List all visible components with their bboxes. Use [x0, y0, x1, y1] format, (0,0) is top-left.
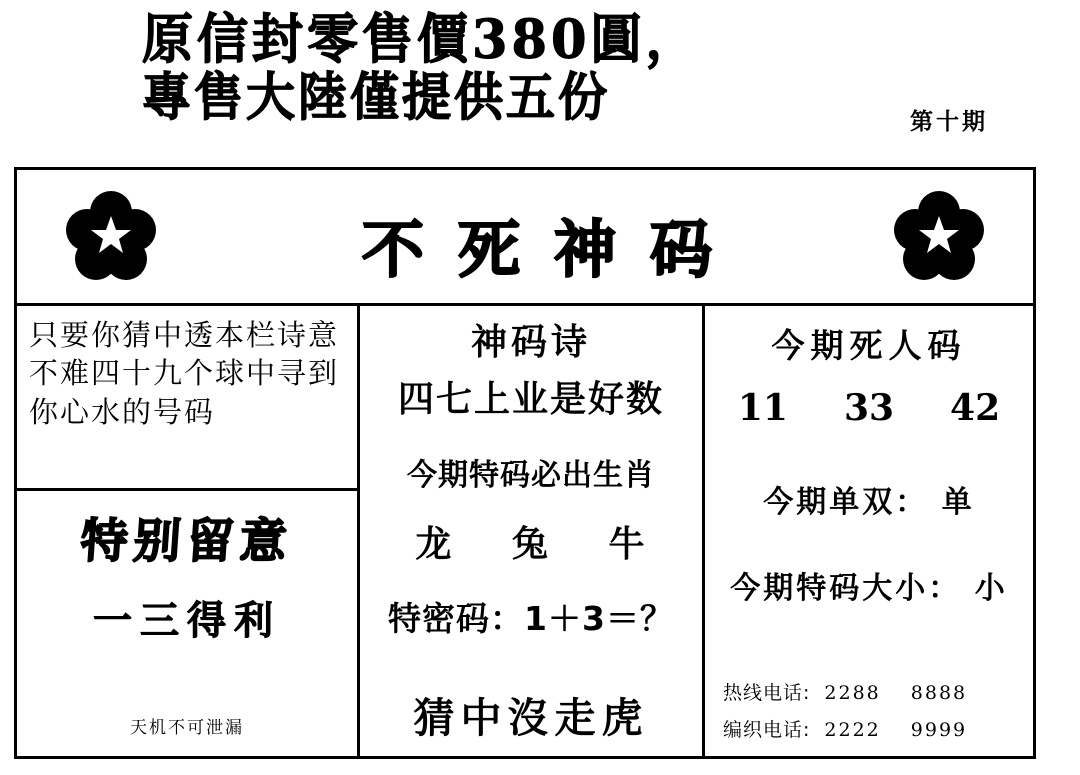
title-band	[17, 170, 1033, 306]
dead-number: 42	[950, 387, 1001, 429]
dead-number: 33	[843, 387, 895, 429]
contact-block	[723, 668, 1023, 742]
lucky-phrase: 一三得利	[92, 598, 281, 644]
flower-icon	[891, 188, 987, 284]
tagline: 猜中沒走虎	[413, 694, 649, 742]
contact-number: 2222	[824, 719, 881, 741]
secret-formula: 特密码：1＋3＝？	[388, 599, 674, 638]
contact-row	[723, 715, 1023, 742]
poem-title: 神码诗	[470, 322, 591, 363]
poster-header	[0, 0, 1080, 160]
zodiac-item: 兔	[511, 524, 550, 565]
page-title: 不死神码	[361, 213, 746, 286]
left-divider	[17, 488, 357, 491]
size-line: 今期特码大小： 小	[730, 571, 1008, 606]
intro-text: 只要你猜中透本栏诗意不难四十九个球中寻到你心水的号码	[29, 318, 340, 429]
contact-number: 9999	[910, 719, 968, 741]
dead-code-title: 今期死人码	[771, 326, 967, 365]
poem-line: 四七上业是好数	[397, 379, 664, 420]
contact-row	[723, 678, 1023, 705]
zodiac-item: 牛	[608, 524, 647, 565]
secret-note: 天机不可泄漏	[130, 718, 244, 738]
content-frame	[14, 167, 1036, 759]
contact-number: 8888	[910, 682, 968, 704]
zodiac-item: 龙	[415, 524, 454, 565]
contact-label: 编织电话:	[723, 719, 811, 741]
zodiac-row	[360, 516, 702, 567]
contact-number: 2288	[824, 682, 881, 704]
left-column	[17, 306, 360, 756]
zodiac-label: 今期特码必出生肖	[407, 458, 655, 493]
dead-numbers-row	[705, 387, 1033, 429]
right-column	[705, 306, 1033, 756]
dead-number: 11	[737, 387, 788, 429]
contact-label: 热线电话:	[723, 682, 811, 704]
flower-icon	[63, 188, 159, 284]
header-line-1: 原信封零售價380圓，	[142, 8, 701, 71]
columns-container	[17, 306, 1033, 756]
middle-column	[360, 306, 705, 756]
header-text-block	[142, 8, 822, 129]
odd-even-line: 今期单双： 单	[763, 485, 975, 520]
issue-number: 第十期	[910, 108, 988, 135]
header-line-2: 專售大陸僅提供五份	[142, 67, 611, 129]
special-notice: 特别留意	[78, 514, 295, 569]
